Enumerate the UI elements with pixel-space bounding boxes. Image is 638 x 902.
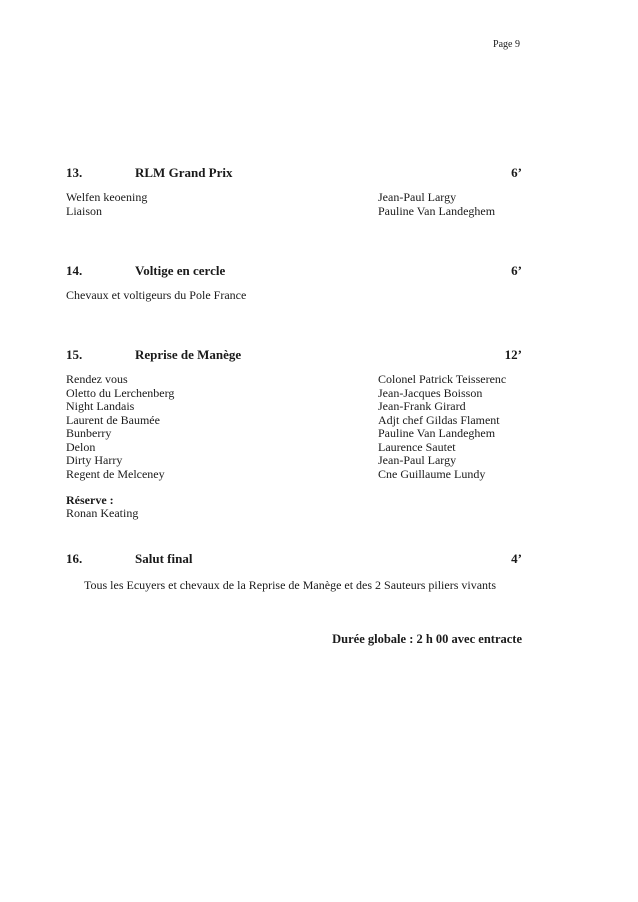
page-number: Page 9 [493, 39, 520, 50]
horse-list [66, 373, 174, 481]
rider-list [378, 191, 495, 218]
rider-list [378, 373, 506, 481]
section-duration: 4’ [511, 551, 522, 566]
horse-name: Liaison [66, 203, 102, 218]
total-duration: Durée globale : 2 h 00 avec entracte [332, 632, 522, 646]
section-duration: 6’ [511, 165, 522, 180]
rider-name: Cne Guillaume Lundy [378, 466, 486, 481]
rider-name: Laurence Sautet [378, 439, 456, 454]
horse-name: Oletto du Lerchenberg [66, 385, 175, 400]
cast-columns [66, 191, 522, 221]
rider-name: Pauline Van Landeghem [378, 426, 496, 440]
section-duration: 6’ [511, 263, 522, 278]
rider-name: Jean-Paul Largy [378, 453, 457, 467]
rider-name: Adjt chef Gildas Flament [378, 412, 500, 427]
rider-name: Colonel Patrick Teisserenc [378, 372, 507, 386]
section-heading [66, 165, 522, 185]
section-heading [66, 551, 522, 571]
section-number: 13. [66, 165, 83, 180]
rider-name: Jean-Jacques Boisson [378, 385, 483, 400]
reserve-title: Réserve : [66, 493, 114, 507]
section-text: Chevaux et voltigeurs du Pole France [66, 288, 247, 302]
section-title: Salut final [135, 551, 193, 566]
section-title: Reprise de Manège [135, 347, 242, 362]
section-duration: 12’ [504, 347, 522, 362]
section-13 [66, 165, 522, 221]
reserve-name: Ronan Keating [66, 506, 139, 520]
section-heading [66, 263, 522, 283]
horse-name: Bunberry [66, 426, 112, 440]
section-number: 16. [66, 551, 83, 566]
section-title: RLM Grand Prix [135, 165, 233, 180]
section-number: 15. [66, 347, 83, 362]
horse-name: Dirty Harry [66, 453, 123, 467]
section-16 [66, 551, 522, 593]
horse-name: Rendez vous [66, 372, 128, 386]
reserve-block [66, 493, 522, 521]
horse-name: Regent de Melceney [66, 466, 165, 481]
rider-name: Jean-Paul Largy [378, 190, 457, 204]
horse-name: Laurent de Baumée [66, 412, 160, 427]
section-title: Voltige en cercle [135, 263, 226, 278]
section-heading [66, 347, 522, 367]
section-text: Tous les Ecuyers et chevaux de la Reprise de Manège et des 2 Sauteurs piliers vivants [84, 578, 497, 592]
rider-name: Jean-Frank Girard [378, 399, 466, 413]
horse-name: Delon [66, 439, 96, 454]
horse-name: Night Landais [66, 399, 135, 413]
section-14 [66, 263, 522, 303]
cast-columns [66, 373, 522, 485]
horse-name: Welfen keoening [66, 190, 148, 204]
horse-list [66, 191, 147, 218]
rider-name: Pauline Van Landeghem [378, 203, 496, 218]
section-number: 14. [66, 263, 83, 278]
section-15 [66, 347, 522, 521]
